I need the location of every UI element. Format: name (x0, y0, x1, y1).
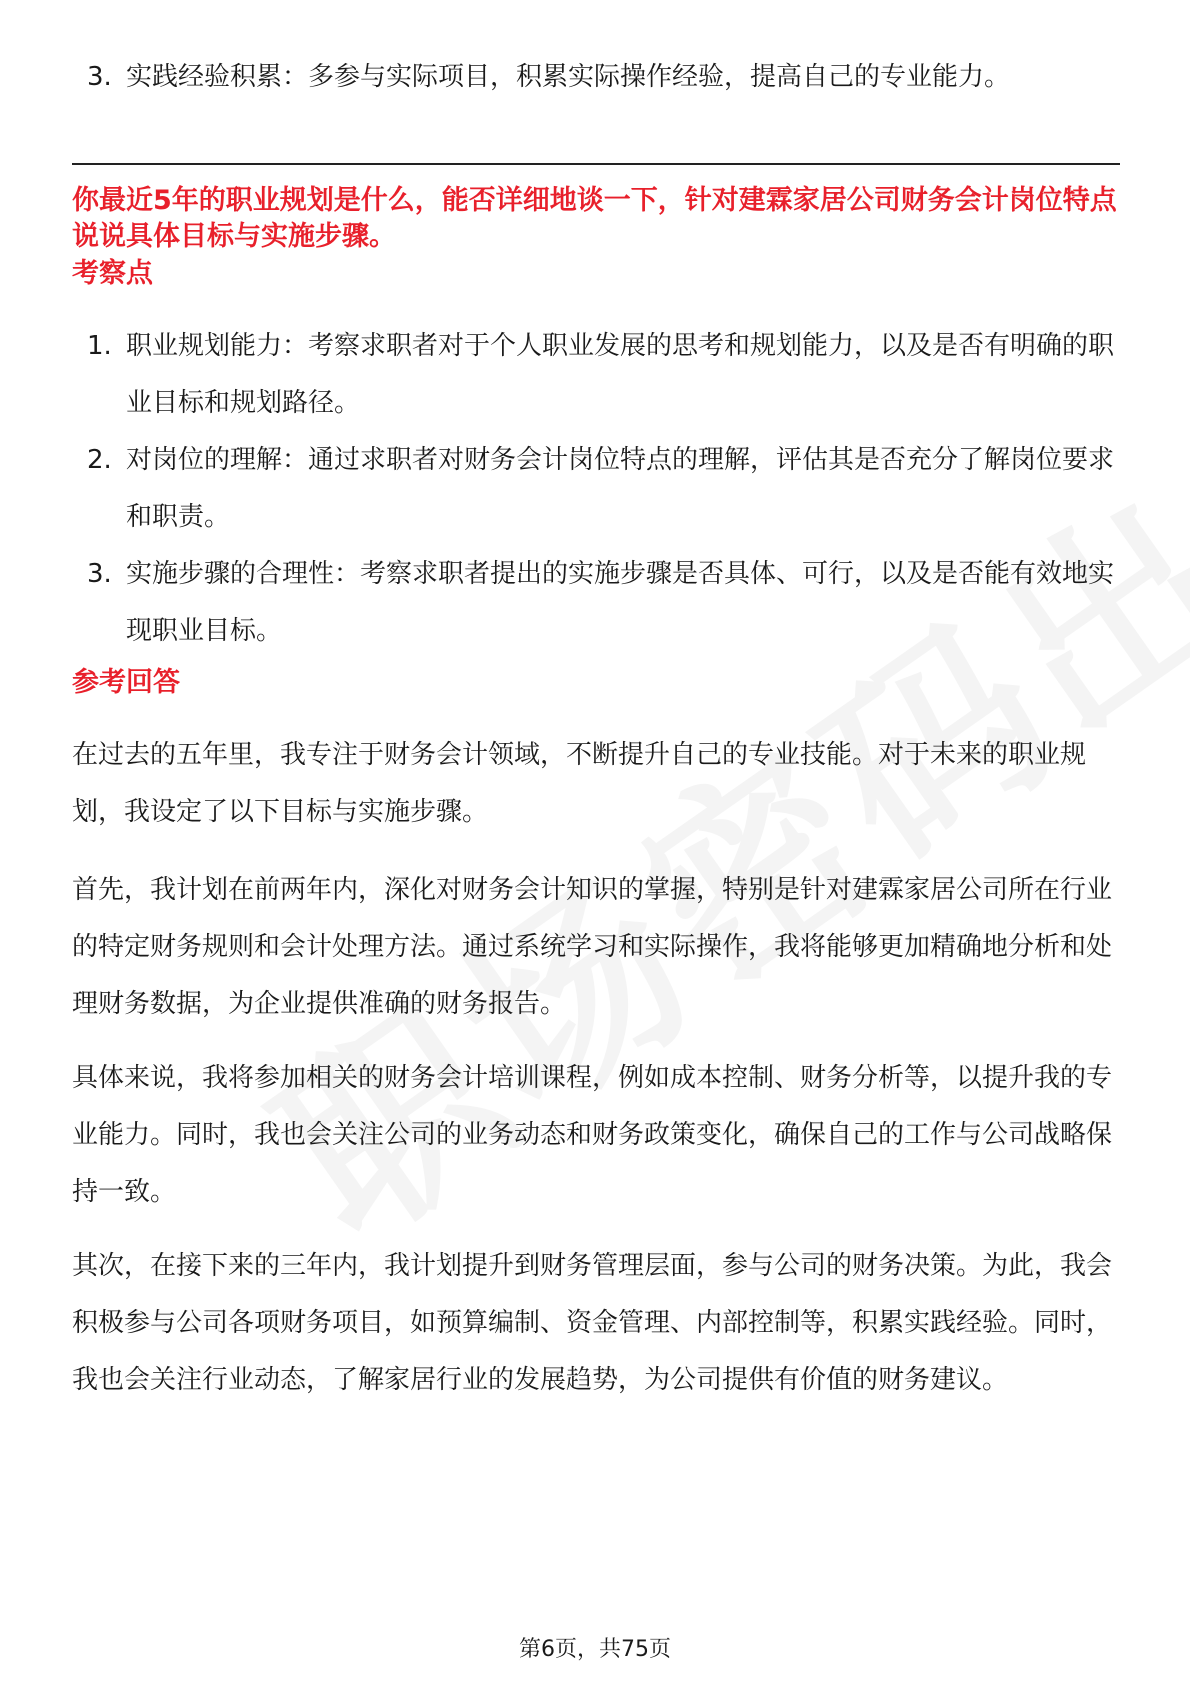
page-number-footer: 第6页，共75页 (519, 1637, 671, 1662)
focus-heading: 考察点 (72, 258, 153, 289)
answer-paragraph: 首先，我计划在前两年内，深化对财务会计知识的掌握，特别是针对建霖家居公司所在行业的特定财务规则和会计处理方法。通过系统学习和实际操作，我将能够更加精确地分析和处理财务数据，为企业提供准确的财务报告。 (72, 875, 1113, 1019)
answer-paragraph: 具体来说，我将参加相关的财务会计培训课程，例如成本控制、财务分析等，以提升我的专业能力。同时，我也会关注公司的业务动态和财务政策变化，确保自己的工作与公司战略保持一致。 (72, 1063, 1113, 1207)
list-item-number: 3. (87, 559, 112, 589)
answer-paragraph: 在过去的五年里，我专注于财务会计领域，不断提升自己的专业技能。对于未来的职业规划，我设定了以下目标与实施步骤。 (72, 740, 1087, 827)
list-item-text: 职业规划能力：考察求职者对于个人职业发展的思考和规划能力，以及是否有明确的职业目标和规划路径。 (126, 331, 1115, 418)
answer-paragraph: 其次，在接下来的三年内，我计划提升到财务管理层面，参与公司的财务决策。为此，我会积极参与公司各项财务项目，如预算编制、资金管理、内部控制等，积累实践经验。同时，我也会关注行业动态，了解家居行业的发展趋势，为公司提供有价值的财务建议。 (72, 1251, 1113, 1395)
top-list (72, 49, 1120, 106)
focus-points-list (72, 318, 1120, 660)
list-item (72, 546, 1120, 660)
list-item-text: 实践经验积累：多参与实际项目，积累实际操作经验，提高自己的专业能力。 (126, 62, 1011, 92)
list-item (72, 49, 1120, 106)
list-item-number: 1. (87, 331, 112, 361)
answer-heading: 参考回答 (72, 667, 180, 698)
list-item (72, 432, 1120, 546)
list-item-number: 3. (87, 62, 112, 92)
list-item (72, 318, 1120, 432)
list-item-number: 2. (87, 445, 112, 475)
section-divider (72, 163, 1120, 165)
list-item-text: 实施步骤的合理性：考察求职者提出的实施步骤是否具体、可行，以及是否能有效地实现职业目标。 (126, 559, 1115, 646)
question-title: 你最近5年的职业规划是什么，能否详细地谈一下，针对建霖家居公司财务会计岗位特点说说具体目标与实施步骤。 (72, 185, 1117, 252)
list-item-text: 对岗位的理解：通过求职者对财务会计岗位特点的理解，评估其是否充分了解岗位要求和职责。 (126, 445, 1115, 532)
